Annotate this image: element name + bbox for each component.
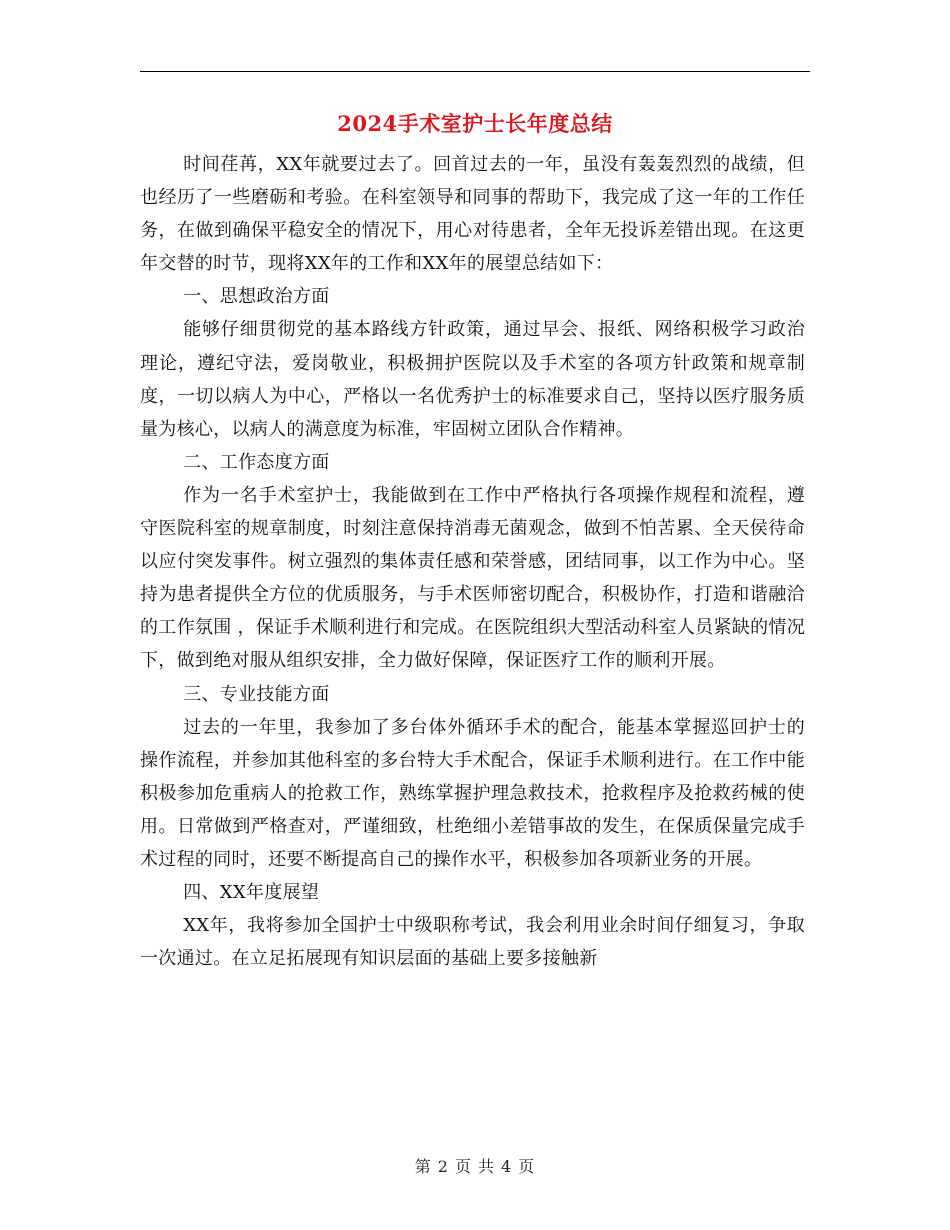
footer-current-page: 2 bbox=[437, 1157, 449, 1176]
section-heading-politics: 一、思想政治方面 bbox=[183, 286, 330, 308]
document-body bbox=[140, 148, 805, 975]
section-text-attitude: 作为一名手术室护士，我能做到在工作中严格执行各项操作规程和流程，遵守医院科室的规章制度，时刻注意保持消毒无菌观念，做到不怕苦累、全天侯待命以应付突发事件。树立强烈的集体责任感和荣誉感，团结同事，以工作为中心。坚持为患者提供全方位的优质服务，与手术医师密切配合，积极协作，打造和谐融洽的工作氛围 ，保证手术顺利进行和完成。在医院组织大型活动科室人员紧缺的情况下，做到绝对服从组织安排，全力做好保障，保证医疗工作的顺利开展。 bbox=[140, 484, 805, 672]
page-number-footer bbox=[140, 1154, 810, 1177]
section-heading-attitude: 二、工作态度方面 bbox=[183, 451, 330, 473]
section-text-skills: 过去的一年里，我参加了多台体外循环手术的配合，能基本掌握巡回护士的操作流程，并参加其他科室的多台特大手术配合，保证手术顺利进行。在工作中能积极参加危重病人的抢救工作，熟练掌握护理急救技术，抢救程序及抢救药械的使用。日常做到严格查对，严谨细致，杜绝细小差错事故的发生，在保质保量完成手术过程的同时，还要不断提高自己的操作水平，积极参加各项新业务的开展。 bbox=[140, 716, 805, 870]
section-heading-outlook: 四、XX年度展望 bbox=[183, 882, 320, 904]
intro-paragraph: 时间荏苒，XX年就要过去了。回首过去的一年，虽没有轰轰烈烈的战绩，但也经历了一些磨砺和考验。在科室领导和同事的帮助下，我完成了这一年的工作任务，在做到确保平稳安全的情况下，用心对待患者，全年无投诉差错出现。在这更年交替的时节，现将XX年的工作和XX年的展望总结如下： bbox=[140, 154, 805, 275]
header-rule bbox=[140, 71, 810, 72]
section-text-outlook: XX年，我将参加全国护士中级职称考试，我会利用业余时间仔细复习，争取一次通过。在立足拓展现有知识层面的基础上要多接触新 bbox=[140, 915, 805, 970]
section-heading-skills: 三、专业技能方面 bbox=[183, 683, 330, 705]
section-text-politics: 能够仔细贯彻党的基本路线方针政策，通过早会、报纸、网络积极学习政治理论，遵纪守法，爱岗敬业，积极拥护医院以及手术室的各项方针政策和规章制度，一切以病人为中心，严格以一名优秀护士的标准要求自己，坚持以医疗服务质量为核心，以病人的满意度为标准，牢固树立团队合作精神。 bbox=[140, 319, 805, 440]
footer-middle: 页 共 bbox=[454, 1157, 496, 1176]
footer-total-pages: 4 bbox=[501, 1157, 513, 1176]
footer-prefix: 第 bbox=[414, 1157, 432, 1176]
document-title: 2024手术室护士长年度总结 bbox=[337, 111, 613, 136]
footer-suffix: 页 bbox=[518, 1157, 536, 1176]
